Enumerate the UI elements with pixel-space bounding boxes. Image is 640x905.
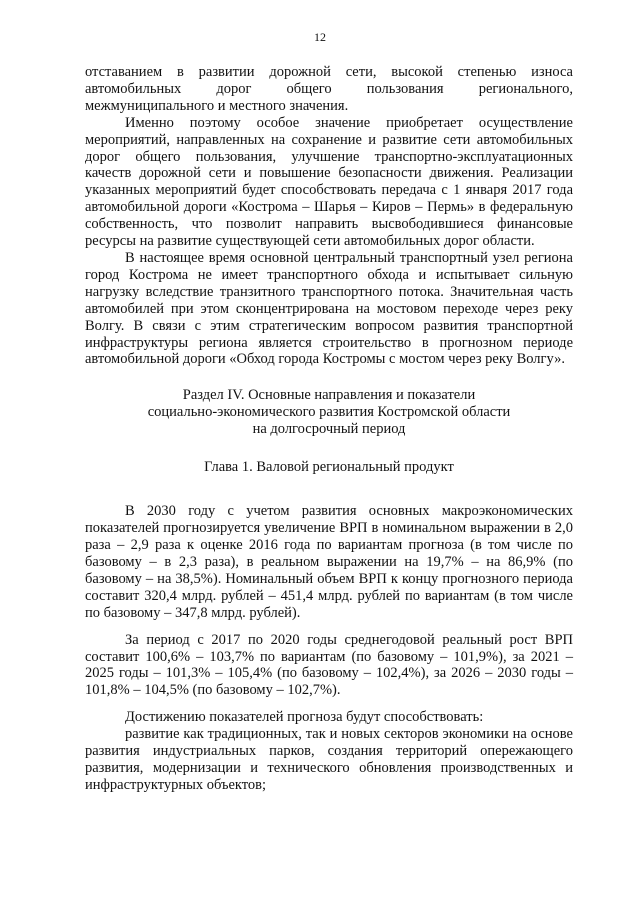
section-heading-line: социально-экономического развития Костромской области [147, 404, 511, 421]
section-heading [85, 387, 573, 438]
chapter-heading: Глава 1. Валовой региональный продукт [204, 459, 454, 476]
paragraph-road-measures: Именно поэтому особое значение приобретает осуществление мероприятий, направленных на сохранение и развитие сети автомобильных дорог общего пользования, улучшение транспортно-эксплуатационных качеств дорожной сети и повышение безопасности движения. Реализации указанных мероприятий будет способствовать передача с 1 января 2017 года автомобильной дороги «Кострома – Шарья – Киров – Пермь» в федеральную собственность, что позволит направить высвободившиеся финансовые ресурсы на развитие существующей сети автомобильных дорог области. [85, 114, 573, 250]
paragraph-driver-sectors: развитие как традиционных, так и новых секторов экономики на основе развития индустриальных парков, создания территорий опережающего развития, модернизации и технического обновления производственных и инфраструктурных объектов; [85, 726, 573, 793]
paragraph-road-network: отставанием в развитии дорожной сети, высокой степенью износа автомобильных дорог общего пользования регионального, межмуниципального и местного значения. [85, 64, 573, 114]
body-text [85, 64, 573, 794]
paragraph-drivers-intro: Достижению показателей прогноза будут способствовать: [125, 709, 484, 726]
section-heading-line: на долгосрочный период [252, 421, 406, 438]
paragraph-kostroma-bypass: В настоящее время основной центральный транспортный узел региона город Кострома не имеет транспортного обхода и испытывает сильную нагрузку вследствие транзитного транспортного потока. Значительная часть автомобилей при этом сконцентрирована на мостовом переходе через реку Волгу. В связи с этим стратегическим вопросом развития транспортной инфраструктуры региона является строительство в прогнозном периоде автомобильной дороги «Обход города Костромы с мостом через реку Волгу». [85, 249, 573, 368]
section-heading-line: Раздел IV. Основные направления и показатели [182, 387, 476, 404]
page-number: 12 [314, 30, 326, 44]
paragraph-grp-growth: За период с 2017 по 2020 годы среднегодовой реальный рост ВРП составит 100,6% – 103,7% по вариантам (по базовому – 101,9%), за 2021 – 2025 годы – 101,3% – 105,4% (по базовому – 102,4%), за 2026 – 2030 годы – 101,8% – 104,5% (по базовому – 102,7%). [85, 631, 573, 699]
paragraph-grp-forecast: В 2030 году с учетом развития основных макроэкономических показателей прогнозируется увеличение ВРП в номинальном выражении в 2,0 раза – 2,9 раза к оценке 2016 года по вариантам прогноза (в том числе по базовому – в 2,3 раза), в реальном выражении на 19,7% – на 86,9% (по базовому – на 38,5%). Номинальный объем ВРП к концу прогнозного периода составит 320,4 млрд. рублей – 451,4 млрд. рублей по вариантам (в том числе по базовому – 347,8 млрд. рублей). [85, 503, 573, 621]
